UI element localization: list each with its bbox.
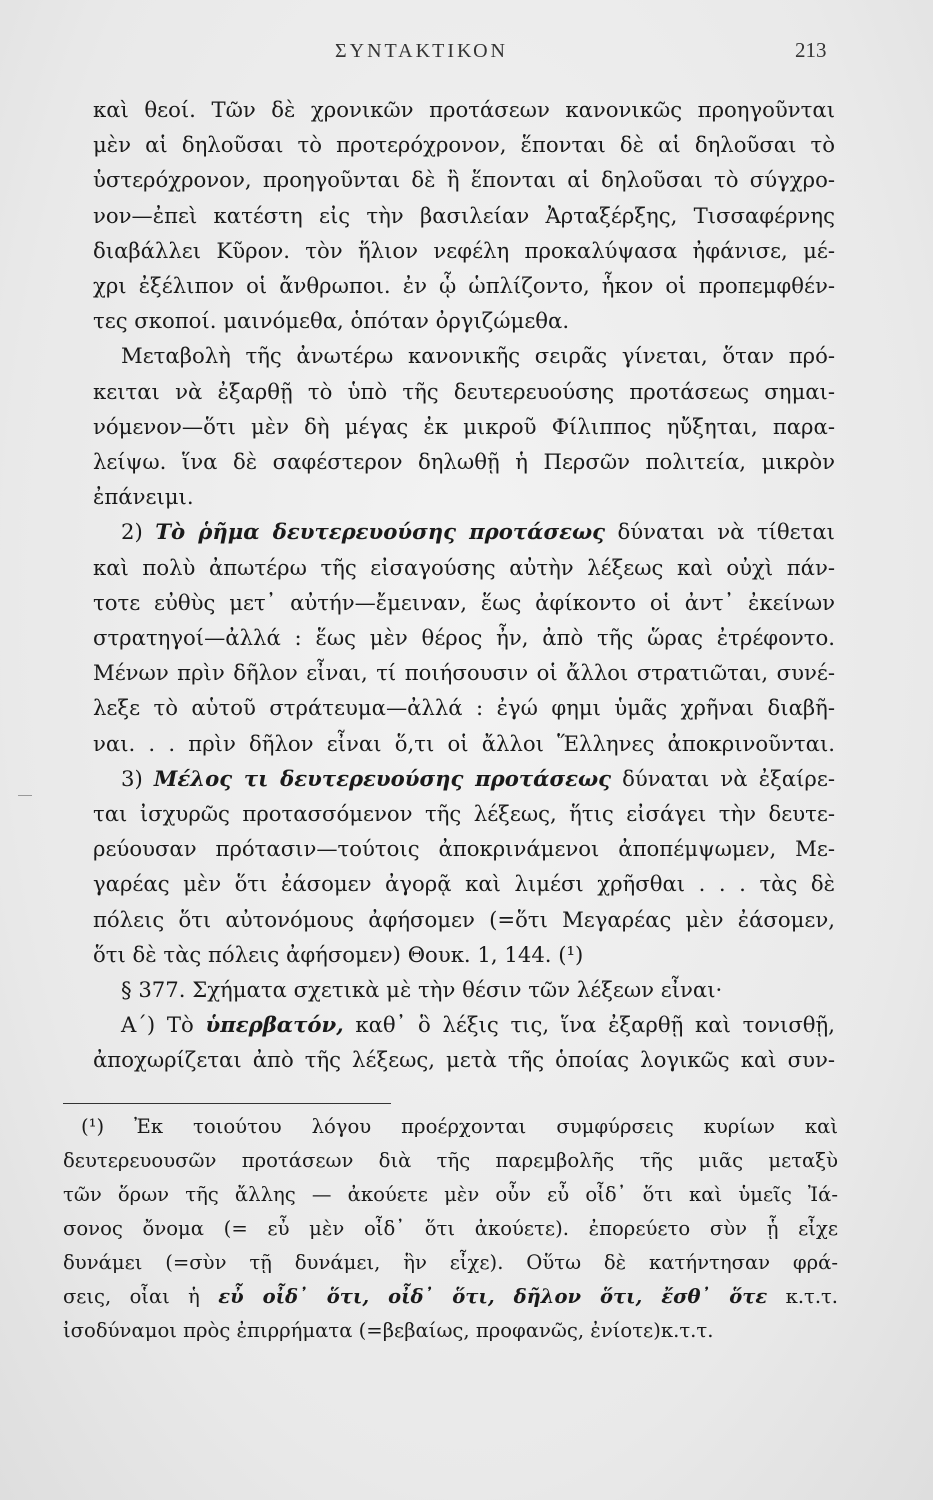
footnote-line: ἰσοδύναμοι πρὸς ἐπιρρήματα (=βεβαίως, προφανῶς, ἐνίοτε)κ.τ.τ.	[63, 1319, 714, 1342]
text-line: ται ἰσχυρῶς προτασσόμενον τῆς λέξεως, ἥτις εἰσάγει τὴν δευτε-	[93, 801, 835, 827]
section-heading: § 377. Σχήματα σχετικὰ μὲ τὴν θέσιν τῶν λέξεων εἶναι·	[121, 977, 723, 1003]
text-line: τοτε εὐθὺς μετ᾽ αὐτήν—ἔμειναν, ἕως ἀφίκοντο οἱ ἀντ᾽ ἐκείνων	[93, 589, 835, 615]
text-line: πόλεις ὅτι αὐτονόμους ἀφήσομεν (=ὅτι Μεγαρέας μὲν ἐάσομεν,	[93, 906, 835, 932]
paragraph-2-heading	[93, 514, 835, 549]
emphasized-term: Μέλος τι δευτερευούσης προτάσεως	[153, 765, 612, 791]
text-line: ὑστερόχρονον, προηγοῦνται δὲ ἢ ἕπονται αἱ δηλοῦσαι τὸ σύγχρο-	[93, 167, 835, 193]
footnote-line: δευτερευουσῶν προτάσεων διὰ τῆς παρεμβολῆς τῆς μιᾶς μεταξὺ	[63, 1149, 838, 1172]
main-text	[93, 92, 835, 1078]
text-fragment: σεις, οἷαι ἡ	[63, 1285, 200, 1308]
text-line: τες σκοποί. μαινόμεθα, ὁπόταν ὀργιζώμεθα.	[93, 308, 570, 334]
text-line: χρι ἐξέλιπον οἱ ἄνθρωποι. ἐν ᾧ ὡπλίζοντο, ἧκον οἱ προπεμφθέν-	[93, 273, 835, 299]
footnote-line: τῶν ὅρων τῆς ἄλλης — ἀκούετε μὲν οὖν εὖ οἶδ᾽ ὅτι καὶ ὑμεῖς Ἰά-	[63, 1183, 838, 1206]
running-head: ΣΥΝΤΑΚΤΙΚΟΝ	[335, 40, 508, 62]
paragraph-3-heading	[93, 761, 835, 796]
footnote	[63, 1110, 838, 1348]
text-line: λεξε τὸ αὑτοῦ στράτευμα—ἀλλά : ἐγώ φημι ὑμᾶς χρῆναι διαβῆ-	[93, 695, 835, 721]
text-line: Μένων πρὶν δῆλον εἶναι, τί ποιήσουσιν οἱ ἄλλοι στρατιῶται, συνέ-	[93, 660, 835, 686]
text-fragment: δύναται νὰ τίθεται	[617, 519, 835, 545]
text-line: νόμενον—ὅτι μὲν δὴ μέγας ἐκ μικροῦ Φίλιππος ηὔξηται, παρα-	[93, 413, 835, 439]
footnote-line	[63, 1280, 838, 1314]
paragraph-number: 3)	[121, 765, 143, 791]
text-line: ἐπάνειμι.	[93, 484, 194, 510]
footnote-line: δυνάμει (=σὺν τῇ δυνάμει, ἣν εἶχε). Οὕτω δὲ κατήντησαν φρά-	[63, 1251, 838, 1274]
text-line: γαρέας μὲν ὅτι ἐάσομεν ἀγορᾷ καὶ λιμέσι χρῆσθαι . . . τὰς δὲ	[93, 871, 835, 897]
text-fragment: καθ᾽ ὃ λέξις τις, ἵνα ἐξαρθῇ καὶ τονισθῇ,	[355, 1012, 835, 1038]
text-line: ὅτι δὲ τὰς πόλεις ἀφήσομεν) Θουκ. 1, 144. (¹)	[93, 941, 584, 967]
margin-mark	[18, 795, 32, 796]
text-line: καὶ θεοί. Τῶν δὲ χρονικῶν προτάσεων κανονικῶς προηγοῦνται	[93, 97, 835, 122]
footnote-line	[63, 1110, 838, 1144]
text-line: διαβάλλει Κῦρον. τὸν ἥλιον νεφέλη προκαλύψασα ἠφάνισε, μέ-	[93, 237, 835, 263]
text-line: μὲν αἱ δηλοῦσαι τὸ προτερόχρονον, ἕπονται δὲ αἱ δηλοῦσαι τὸ	[93, 132, 835, 158]
text-line: λείψω. ἵνα δὲ σαφέστερον δηλωθῇ ἡ Περσῶν πολιτεία, μικρὸν	[93, 449, 835, 475]
text-line: ρεύουσαν πρότασιν—τούτοις ἀποκρινάμενοι ἀποπέμψωμεν, Με-	[93, 836, 835, 862]
emphasized-term: ὑπερβατόν,	[205, 1012, 344, 1038]
subsection-label: Α΄) Τὸ	[121, 1012, 194, 1038]
text-line: ἀποχωρίζεται ἀπὸ τῆς λέξεως, μετὰ τῆς ὁποίας λογικῶς καὶ συν-	[93, 1047, 835, 1073]
text-fragment: δύναται νὰ ἐξαίρε-	[622, 765, 835, 791]
text-line: ναι. . . πρὶν δῆλον εἶναι ὅ,τι οἱ ἄλλοι Ἕλληνες ἀποκρινοῦνται.	[93, 730, 835, 756]
text-line: κειται νὰ ἐξαρθῇ τὸ ὑπὸ τῆς δευτερευούσης προτάσεως σημαι-	[93, 378, 835, 404]
text-line: στρατηγοί—ἀλλά : ἕως μὲν θέρος ἦν, ἀπὸ τῆς ὥρας ἐτρέφοντο.	[93, 625, 835, 651]
paragraph-number: 2)	[121, 519, 143, 545]
footnote-line: σονος ὄνομα (= εὖ μὲν οἶδ᾽ ὅτι ἀκούετε). ἐπορεύετο σὺν ᾗ εἶχε	[63, 1217, 838, 1240]
subsection-a-heading	[93, 1007, 835, 1042]
emphasized-term: Τὸ ῥῆμα δευτερευούσης προτάσεως	[155, 519, 606, 545]
page-header	[0, 40, 933, 70]
footnote-marker: (¹)	[81, 1115, 105, 1138]
emphasized-phrases: εὖ οἶδ᾽ ὅτι, οἶδ᾽ ὅτι, δῆλον ὅτι, ἔσθ᾽ ὅτε	[218, 1285, 768, 1308]
text-line: νον—ἐπεὶ κατέστη εἰς τὴν βασιλείαν Ἀρταξέρξης, Τισσαφέρνης	[93, 202, 835, 228]
text-fragment: Ἐκ τοιούτου λόγου προέρχονται συμφύρσεις κυρίων καὶ	[134, 1115, 838, 1138]
text-line: Μεταβολὴ τῆς ἀνωτέρω κανονικῆς σειρᾶς γίνεται, ὅταν πρό-	[121, 343, 835, 369]
footnote-rule	[63, 1103, 391, 1104]
text-fragment: κ.τ.τ.	[785, 1285, 838, 1308]
page-number: 213	[795, 38, 827, 62]
text-line: καὶ πολὺ ἀπωτέρω τῆς εἰσαγούσης αὐτὴν λέξεως καὶ οὐχὶ πάν-	[93, 554, 835, 580]
